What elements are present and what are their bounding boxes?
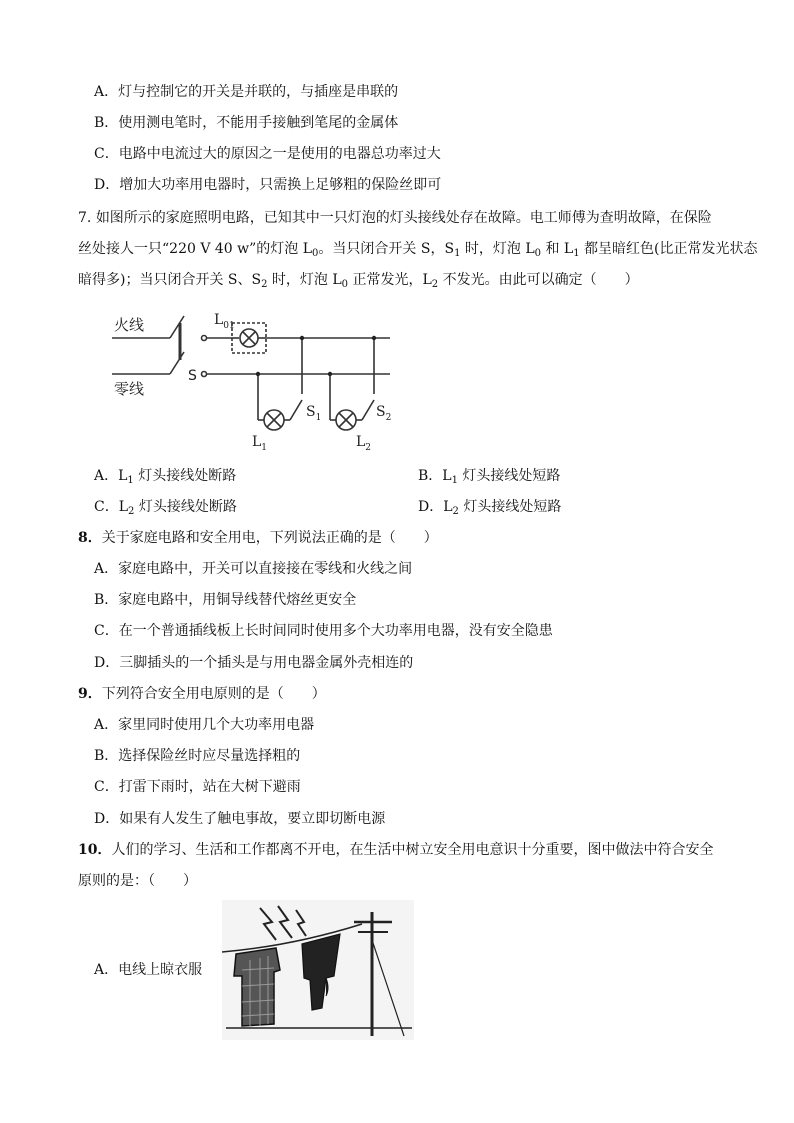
q6-option-d: D．增加大功率用电器时，只需换上足够粗的保险丝即可 [94,177,442,193]
q8-option-b: B．家庭电路中，用铜导线替代熔丝更安全 [94,592,357,608]
q10-stem-line2: 原则的是：（ ） [78,873,197,889]
q7-stem-line1: 7. 如图所示的家庭照明电路，已知其中一只灯泡的灯头接线处存在故障。电工师傅为查明故障，在保险 [78,210,712,226]
l0-label: $L_{01}$ [214,312,235,331]
switch-contact-neutral [202,372,207,377]
q9-option-a: A．家里同时使用几个大功率用电器 [94,717,315,733]
q7-option-d: D．$L_2$ 灯头接线处短路 [418,499,562,517]
l2-label: $L_2$ [356,434,372,453]
q8-option-a: A．家庭电路中，开关可以直接接在零线和火线之间 [94,561,413,577]
q7-option-b: B．$L_1$ 灯头接线处短路 [418,468,561,486]
q9-number: 9． [78,686,102,702]
s2-blade [362,400,374,420]
q6-option-c: C．电路中电流过大的原因之一是使用的电器总功率过大 [94,146,441,162]
s2-label: $S_2$ [376,404,392,423]
q9-option-c: C．打雷下雨时，站在大树下避雨 [94,779,301,795]
q9-stem: 9．下列符合安全用电原则的是（ ） [78,686,326,702]
main-switch-blade-1 [170,316,184,338]
q6-option-a: A．灯与控制它的开关是并联的，与插座是串联的 [94,84,399,100]
q6-option-b: B．使用测电笔时，不能用手接触到笔尾的金属体 [94,115,399,131]
live-wire-label: 火线 [114,316,145,334]
q8-stem: 8．关于家庭电路和安全用电，下列说法正确的是（ ） [78,530,438,546]
l1-label: $L_1$ [252,434,268,453]
q10-number: 10． [78,842,112,858]
q10-stem-line1: 10．人们的学习、生活和工作都离不开电，在生活中树立安全用电意识十分重要，图中做法中符合安全 [78,842,714,858]
q7-option-a: A．$L_1$ 灯头接线处断路 [94,468,237,486]
q8-option-d: D．三脚插头的一个插头是与用电器金属外壳相连的 [94,655,414,671]
q7-option-c: C．$L_2$ 灯头接线处断路 [94,499,237,517]
s1-label: $S_1$ [306,404,322,423]
main-switch-blade-2 [170,352,184,374]
q9-option-d: D．如果有人发生了触电事故，要立即切断电源 [94,811,386,827]
q7-circuit-diagram [108,306,398,456]
switch-contact-live [202,336,207,341]
q7-stem-line2: 丝处接人一只“220 V 40 w”的灯泡 $L_0$。当只闭合开关 S，$S_1$ 时，灯泡 $L_0$ 和 $L_1$ 都呈暗红色(比正常发光状态 [78,241,758,259]
q10-option-a-illustration [222,900,414,1040]
q8-number: 8． [78,530,102,546]
s1-blade [290,400,302,420]
q10-option-a: A．电线上晾衣服 [94,962,203,978]
q9-option-b: B．选择保险丝时应尽量选择粗的 [94,748,301,764]
q7-stem-line3: 暗得多)；当只闭合开关 S、$S_2$ 时，灯泡 $L_0$ 正常发光，$L_2$ 不发光。由此可以确定（ ） [78,272,639,290]
q8-option-c: C．在一个普通插线板上长时间同时使用多个大功率用电器，没有安全隐患 [94,623,553,639]
main-switch-label: S [188,368,197,384]
q7-number: 7. [78,210,92,226]
neutral-wire-label: 零线 [114,380,145,398]
